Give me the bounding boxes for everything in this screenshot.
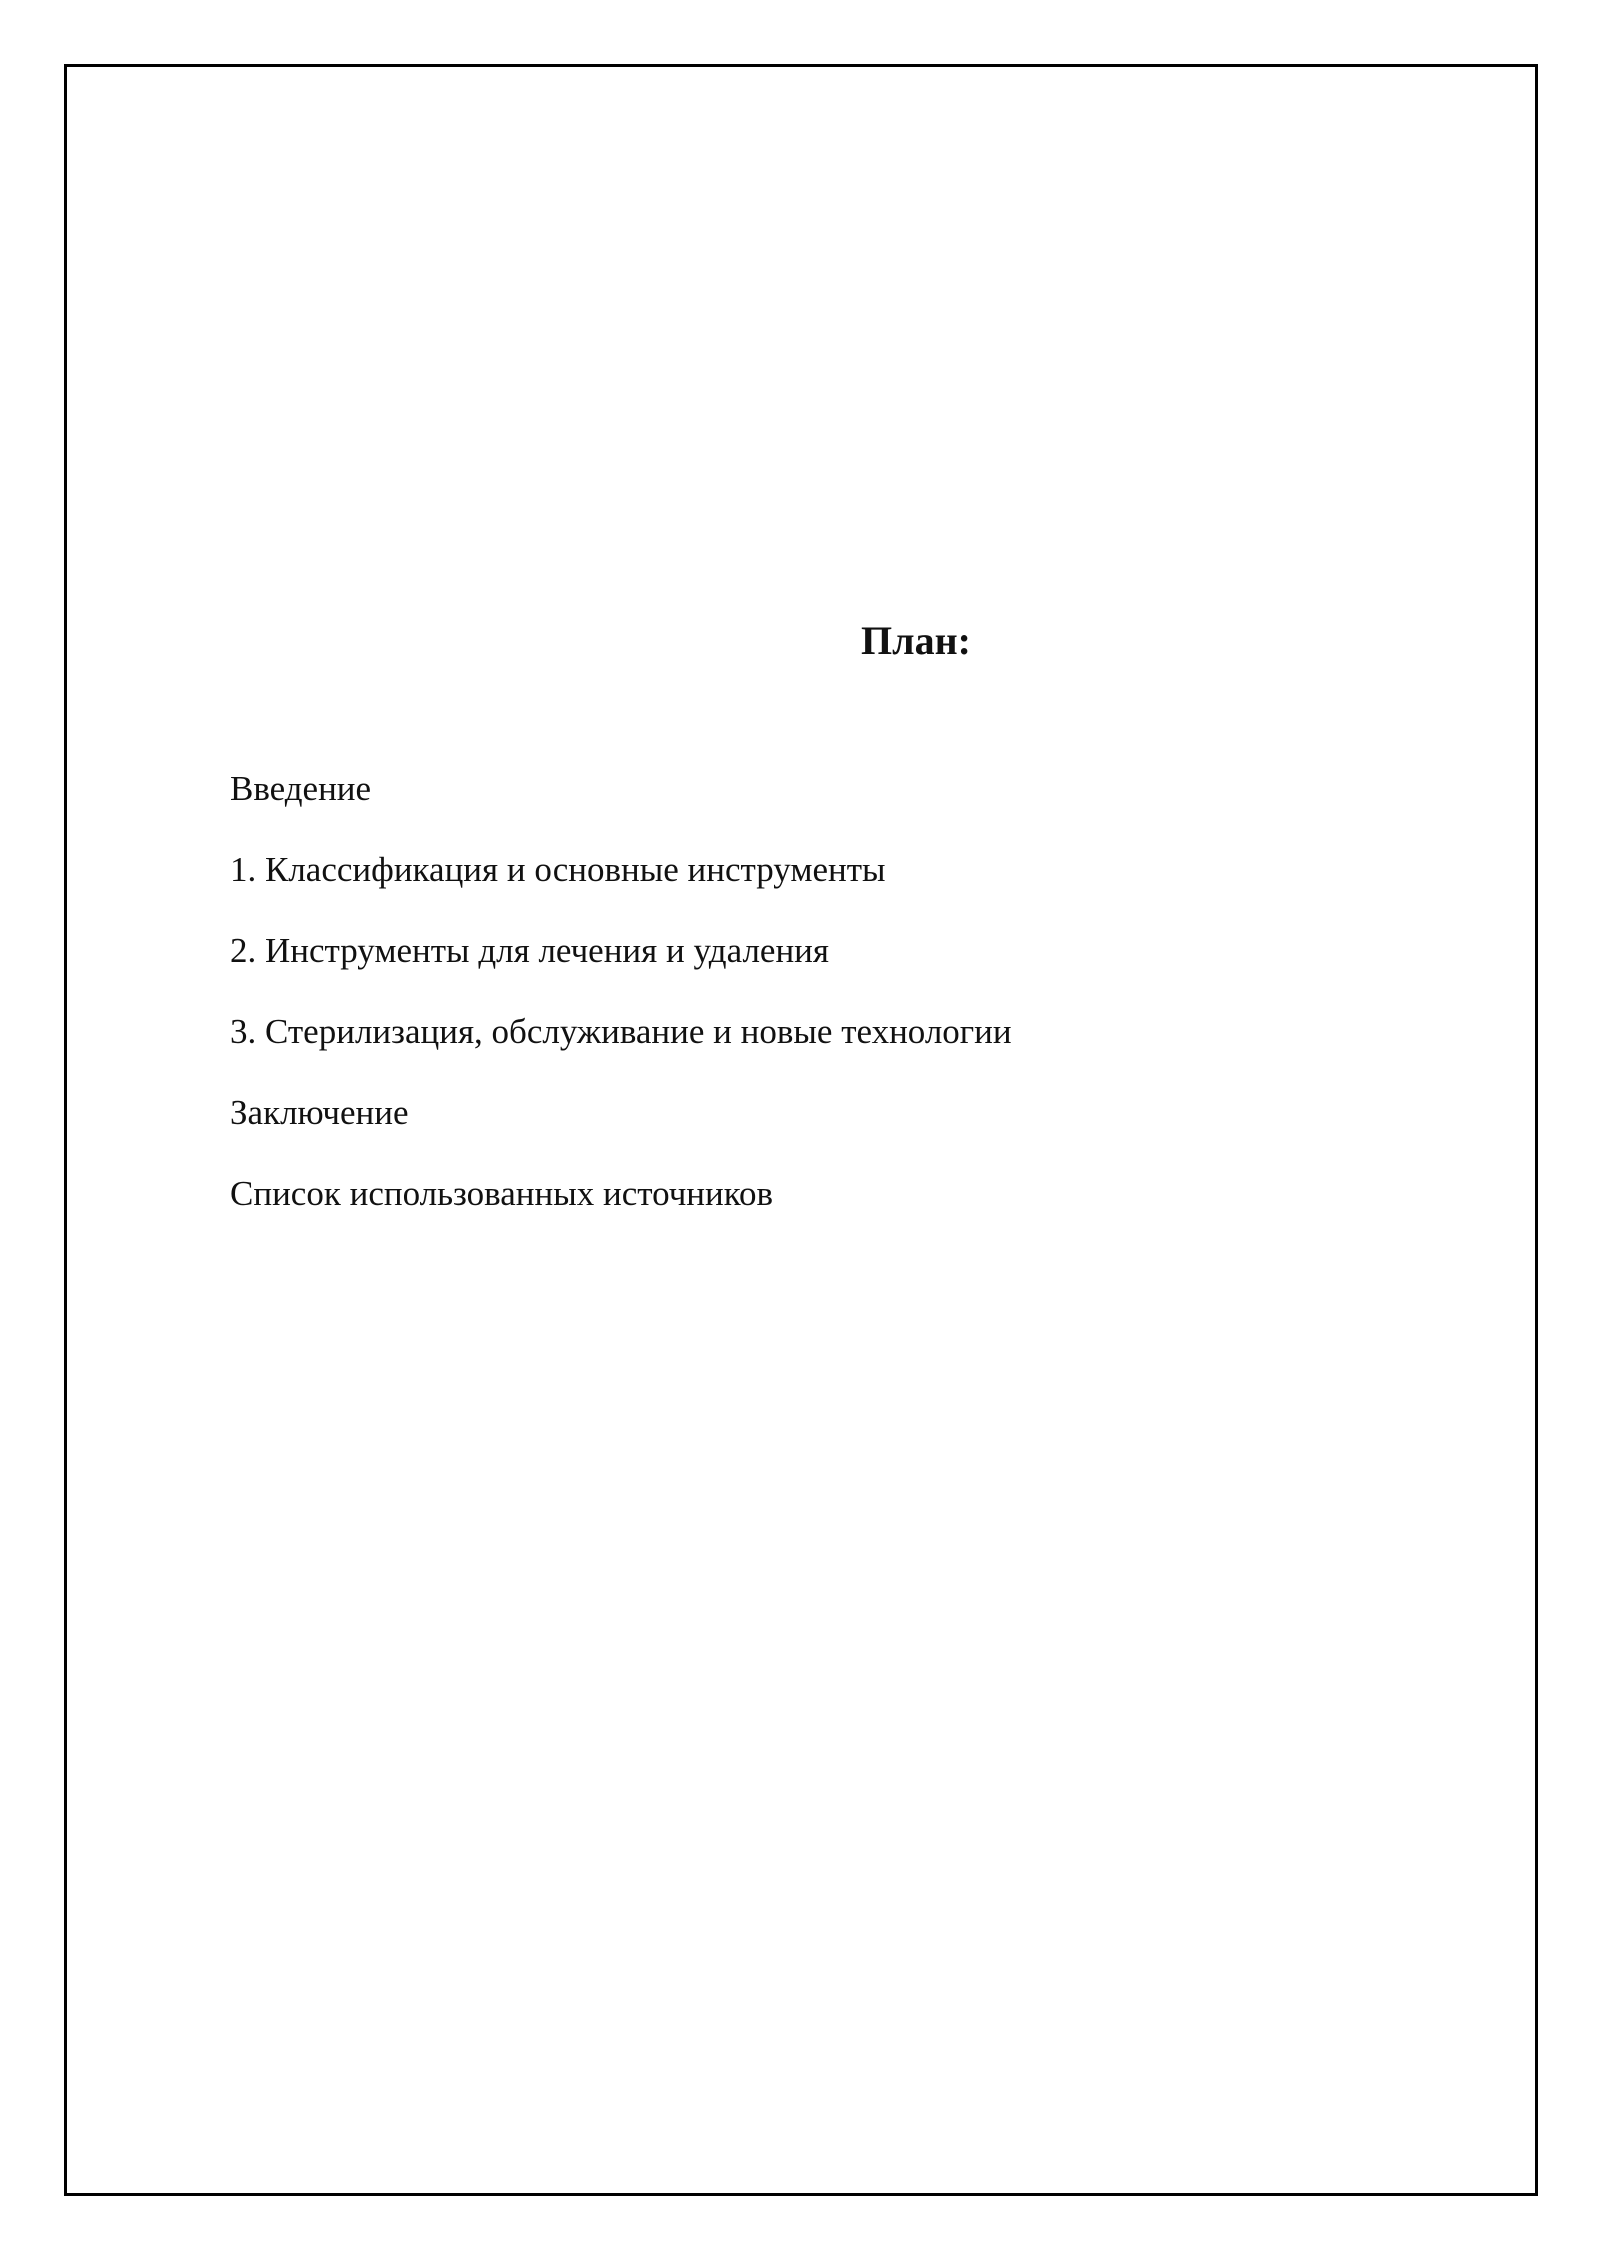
toc-item-conclusion: Заключение: [230, 1093, 409, 1132]
page-frame: [64, 64, 1538, 2196]
table-of-contents: [230, 767, 1012, 1253]
page-title: План:: [861, 618, 971, 663]
toc-item-chapter-3: 3. Стерилизация, обслуживание и новые технологии: [230, 1012, 1012, 1051]
toc-item-chapter-1: 1. Классификация и основные инструменты: [230, 850, 886, 889]
toc-item-references: Список использованных источников: [230, 1174, 774, 1213]
toc-item-chapter-2: 2. Инструменты для лечения и удаления: [230, 931, 829, 970]
toc-item-introduction: Введение: [230, 769, 372, 808]
